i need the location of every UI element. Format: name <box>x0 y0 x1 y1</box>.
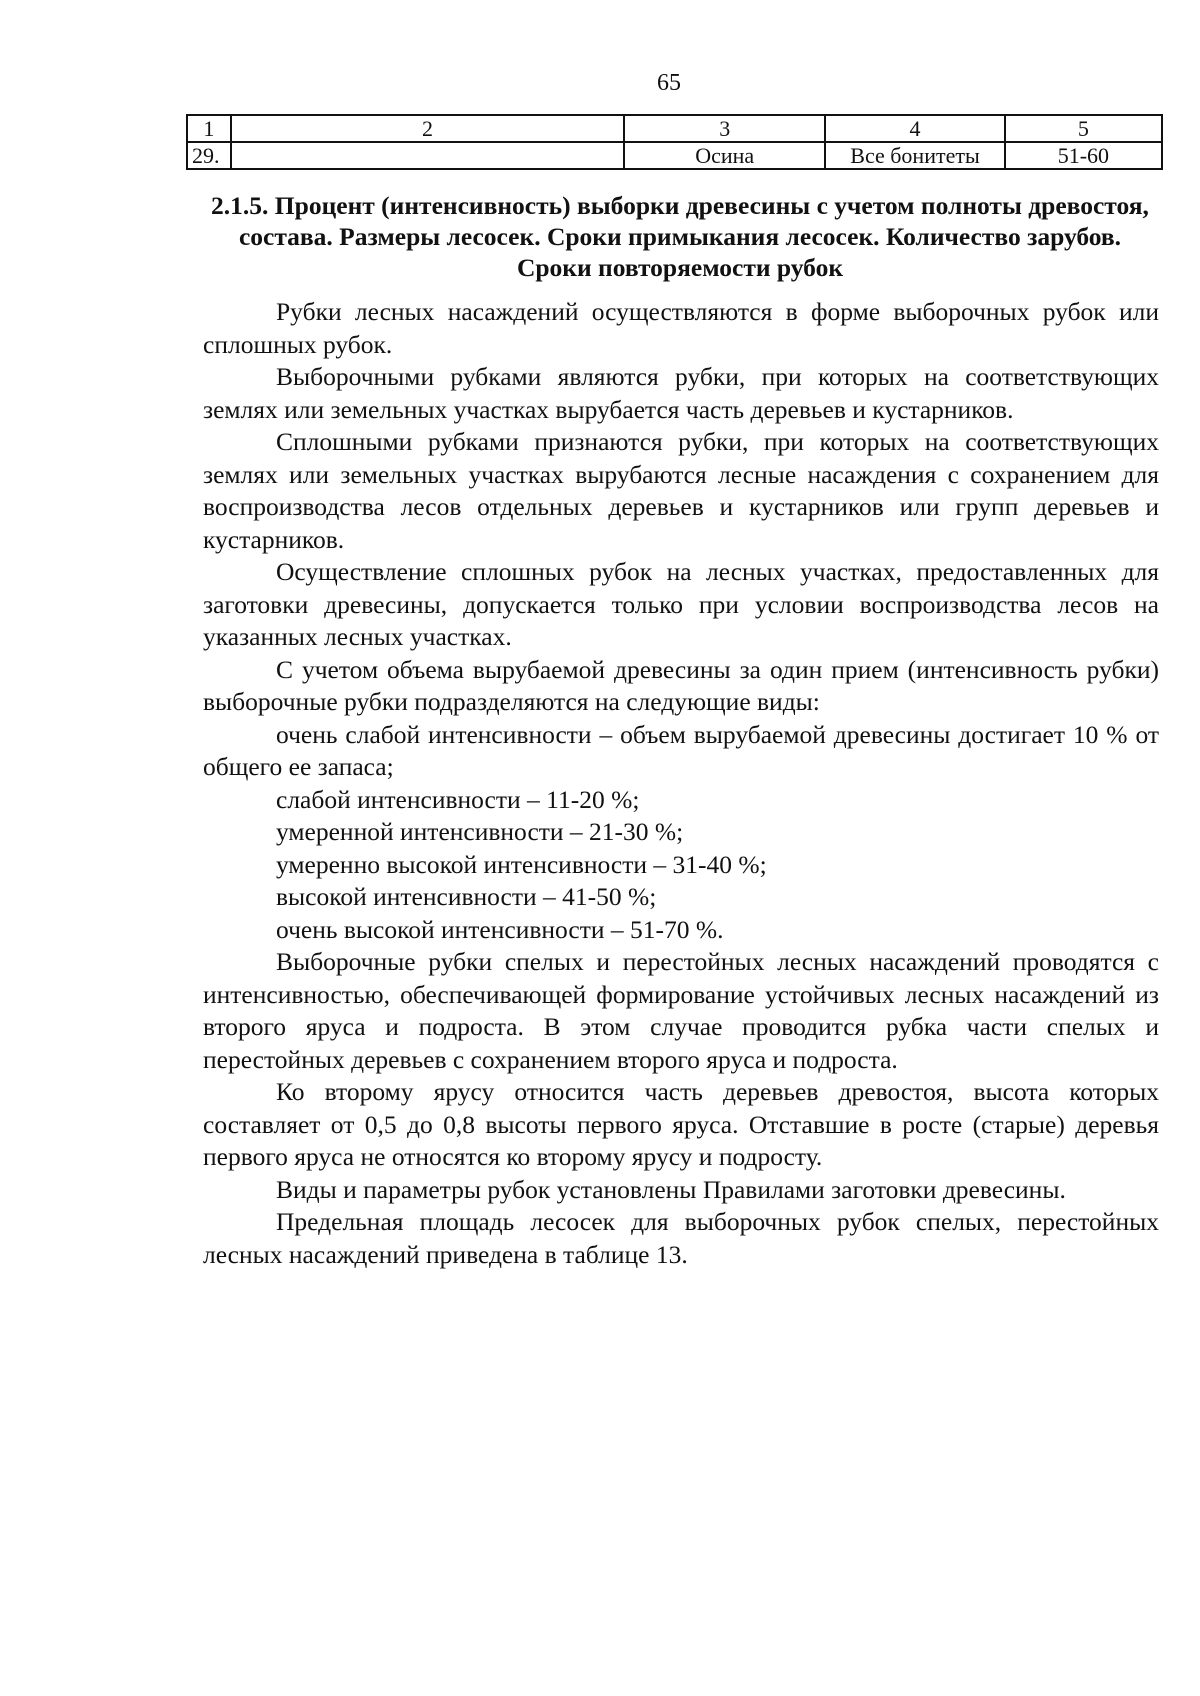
table-cell-empty <box>231 142 624 169</box>
page-number: 65 <box>657 70 681 96</box>
paragraph: Виды и параметры рубок установлены Правилами заготовки древесины. <box>276 1174 1066 1204</box>
section-heading: 2.1.5. Процент (интенсивность) выборки древесины с учетом полноты древостоя, состава. Размеры лесосек. Сроки примыкания лесосек. Количество зарубов. Сроки повторяемости рубок <box>211 191 1149 282</box>
paragraph: С учетом объема вырубаемой древесины за один прием (интенсивность рубки) выборочные рубки подразделяются на следующие виды: <box>203 654 1159 716</box>
paragraph: Сплошными рубками признаются рубки, при которых на соответствующих землях или земельных участках вырубаются лесные насаждения с сохранением для воспроизводства лесов отдельных деревьев и кустарников или групп деревьев и кустарников. <box>203 427 1159 554</box>
table-cell-age: 51-60 <box>1005 142 1162 169</box>
table-cell-bonitet: Все бонитеты <box>825 142 1005 169</box>
list-item: умеренно высокой интенсивности – 31-40 %; <box>276 849 767 879</box>
table-header-cell: 1 <box>187 115 231 142</box>
table-header-row <box>187 115 1162 142</box>
table-row <box>187 142 1162 169</box>
continuation-table <box>186 114 1163 170</box>
table-header-cell: 4 <box>825 115 1005 142</box>
table-header-cell: 3 <box>624 115 825 142</box>
list-item: умеренной интенсивности – 21-30 %; <box>276 817 684 846</box>
list-item: очень высокой интенсивности – 51-70 %. <box>276 914 724 944</box>
paragraph: Предельная площадь лесосек для выборочных рубок спелых, перестойных лесных насаждений приведена в таблице 13. <box>203 1207 1159 1269</box>
paragraph: Ко второму ярусу относится часть деревьев древостоя, высота которых составляет от 0,5 до 0,8 высоты первого яруса. Отставшие в росте (старые) деревья первого яруса не относятся ко второму ярусу и подросту. <box>203 1077 1159 1171</box>
table-cell-species: Осина <box>624 142 825 169</box>
paragraph: Осуществление сплошных рубок на лесных участках, предоставленных для заготовки древесины, допускается только при условии воспроизводства лесов на указанных лесных участках. <box>203 557 1159 651</box>
paragraph: Выборочными рубками являются рубки, при которых на соответствующих землях или земельных участках вырубается часть деревьев и кустарников. <box>203 362 1159 424</box>
row-number: 29. <box>187 142 231 169</box>
list-item: слабой интенсивности – 11-20 %; <box>276 784 640 814</box>
body-text <box>203 296 1159 1271</box>
paragraph: Выборочные рубки спелых и перестойных лесных насаждений проводятся с интенсивностью, обеспечивающей формирование устойчивых лесных насаждений из второго яруса и подроста. В этом случае проводится рубка части спелых и перестойных деревьев с сохранением второго яруса и подроста. <box>203 947 1159 1074</box>
list-item: очень слабой интенсивности – объем вырубаемой древесины достигает 10 % от общего ее запаса; <box>203 719 1159 781</box>
paragraph: Рубки лесных насаждений осуществляются в форме выборочных рубок или сплошных рубок. <box>203 297 1159 359</box>
table-header-cell: 5 <box>1005 115 1162 142</box>
table-header-cell: 2 <box>231 115 624 142</box>
list-item: высокой интенсивности – 41-50 %; <box>276 882 657 911</box>
